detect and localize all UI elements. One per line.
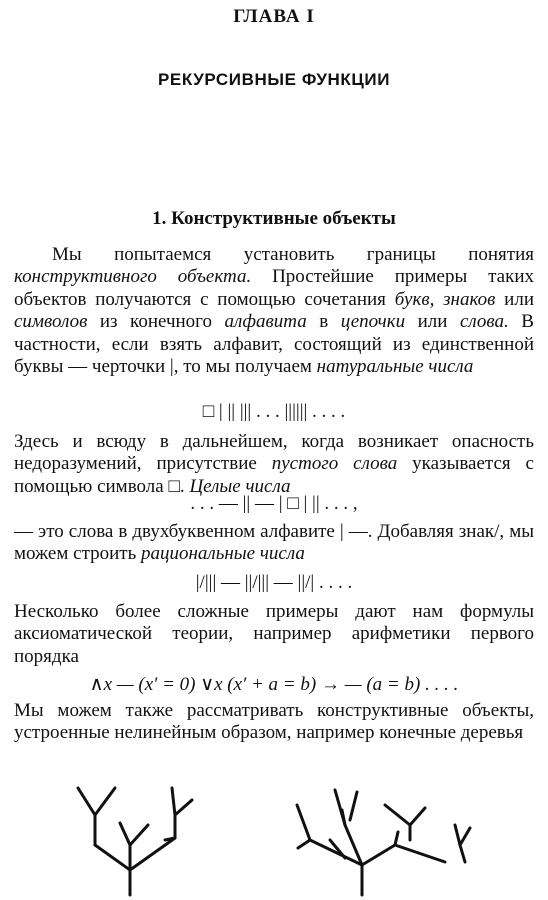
section-heading: 1. Конструктивные объекты (152, 208, 396, 229)
paragraph-5 (14, 700, 534, 745)
text: в (306, 311, 341, 333)
formula-rationals: |/||| — ||/||| — ||/| . . . . (195, 572, 353, 593)
finite-trees-figure (0, 770, 548, 900)
text: Мы попытаемся установить границы понятия (52, 244, 534, 265)
text: Мы можем также рассматривать конструктивные объекты, устроенные нелинейным образом, например конечные деревья (14, 700, 534, 744)
term-letters-signs: букв, знаков (394, 288, 496, 310)
text: указывается с помощью символа □. (14, 453, 534, 497)
text: Несколько более сложные примеры дают нам формулы аксиоматической теории, например арифметики первого порядка (14, 601, 534, 667)
paragraph-1 (14, 244, 534, 378)
tree-right (297, 790, 470, 895)
paragraph-3 (14, 521, 534, 566)
paragraph-4 (14, 601, 534, 668)
paragraph-2 (14, 431, 534, 498)
term-natural-numbers: натуральные числа (316, 356, 474, 378)
formula-arithmetic: ∧x — (x′ = 0) ∨x (x′ + a = b) → — (a = b) . . . . (89, 674, 459, 695)
text: или (495, 288, 534, 310)
chapter-heading: ГЛАВА I (233, 6, 315, 27)
formula-naturals: □ | || ||| . . . |||||| . . . . (202, 401, 346, 422)
term-words: слова. (459, 311, 509, 333)
term-chains: цепочки (340, 311, 406, 333)
tree-left (78, 788, 192, 895)
text: Здесь и всюду в дальнейшем, когда возникает опасность недоразумений, присутствие (14, 431, 534, 475)
text: или (405, 311, 460, 333)
text: — это слова в двухбуквенном алфавите | —. Добавляя знак/, мы можем строить (14, 521, 534, 565)
term-symbols: символов (14, 311, 88, 333)
term-integers: Целые числа (189, 475, 291, 497)
text: из конечного (87, 311, 225, 333)
term-empty-word: пустого слова (271, 453, 398, 475)
term-alphabet: алфавита (224, 311, 307, 333)
text: Простейшие примеры таких объектов получаются с помощью сочетания (14, 266, 534, 310)
term-rational-numbers: рациональные числа (141, 543, 305, 565)
formula-integers: . . . — || — | □ | || . . . , (190, 493, 358, 514)
term-constructive-object: конструктивного объекта. (14, 266, 252, 288)
chapter-title: РЕКУРСИВНЫЕ ФУНКЦИИ (157, 70, 391, 89)
text: В частности, если взять алфавит, состоящий из единственной буквы — черточки |, то мы получаем (14, 311, 534, 378)
